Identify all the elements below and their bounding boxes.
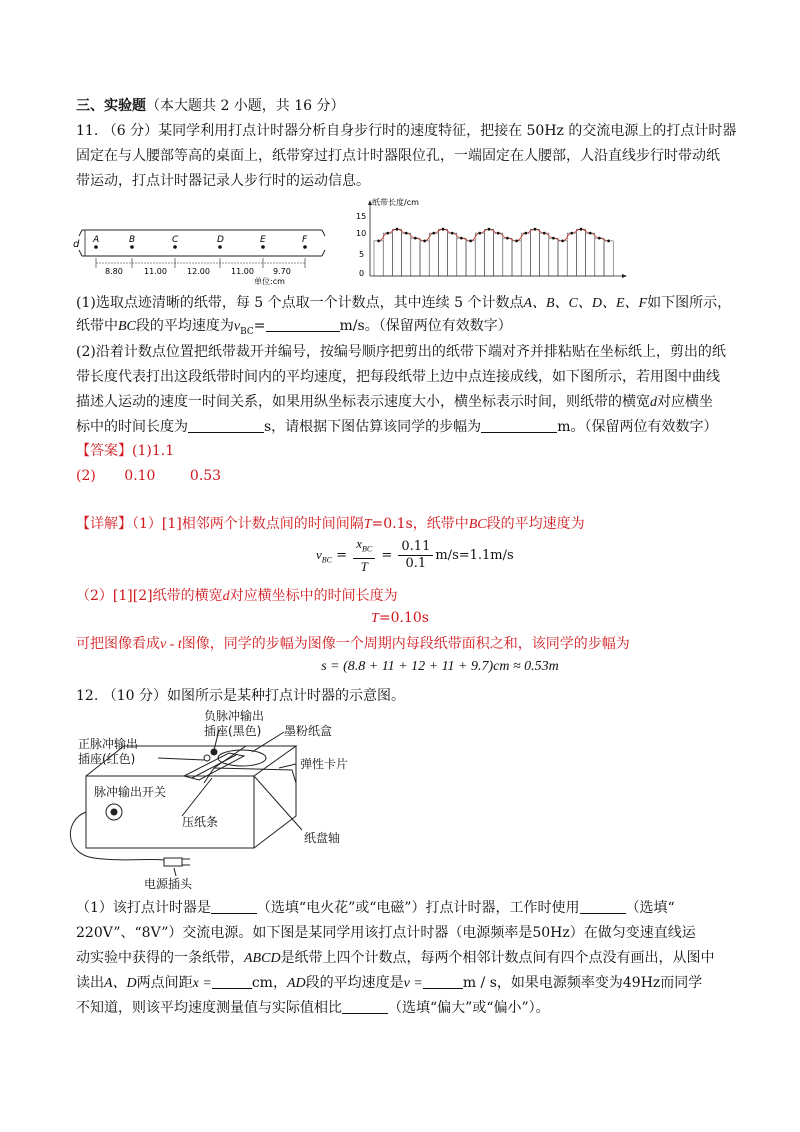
q12-p1-b: （选填“电火花”或“电磁”）打点计时器，工作时使用 <box>256 900 580 916</box>
q12-answer-blank-5[interactable] <box>342 999 388 1014</box>
q12-p4-f: 而同学 <box>660 975 703 991</box>
chart-strip-midpoint <box>580 228 583 231</box>
q12-p3-b: 是纸带上四个计数点，每两个相邻计数点间有四个点没有画出，从图中 <box>280 950 715 966</box>
chart-strip <box>540 233 549 276</box>
chart-bars <box>374 229 613 276</box>
chart-ylabel: 纸带长度/cm <box>372 198 419 207</box>
q11-part2-3a: 描述人运动的速度一时间关系，如果用纵坐标表示速度大小，横坐标表示时间，则纸带的横宽 <box>76 394 650 410</box>
timer-device-figure <box>64 708 404 894</box>
q11-part1-c: 纸带中 <box>76 318 118 334</box>
chart-strip-midpoint <box>561 240 564 243</box>
q11-detail-2a: （2）[1][2]纸带的横宽 <box>76 588 223 604</box>
q11-part2-3b: 对应横坐 <box>657 394 713 410</box>
chart-strip-midpoint <box>534 228 537 231</box>
tape-seg-3: 12.00 <box>187 267 210 276</box>
section-heading <box>76 96 345 116</box>
q12-answer-blank-2[interactable] <box>580 899 626 914</box>
chart-strip-midpoint <box>598 237 601 240</box>
tape-label-c: C <box>172 235 179 245</box>
q11-part1-points: A、B、C、D、E、F <box>523 296 648 311</box>
q11-detail-3b: 图像，同学的步幅为图像一个周期内每段纸带面积之和，该同学的步幅为 <box>181 636 630 652</box>
chart-strip <box>411 238 420 276</box>
chart-strip <box>402 233 411 276</box>
q11-intro-line-2: 固定在与人腰部等高的桌面上，纸带穿过打点计时器限位孔，一端固定在人腰部，人沿直线步行时带动纸 <box>76 148 720 164</box>
label-switch: 脉冲输出开关 <box>94 785 167 799</box>
q11-detail-line-3 <box>76 634 630 655</box>
chart-strip-midpoint <box>506 237 509 240</box>
q11-part1-e: = <box>253 318 266 334</box>
q11-part1-f: m/s。（保留两位有效数字） <box>339 318 512 334</box>
q11-part1-vsub: BC <box>240 326 254 337</box>
q12-p2-a: 220V”、“8V”）交流电源。如下图是某同学用该打点计时器（电源频率是 <box>76 925 533 941</box>
q12-p1-a: （1）该打点计时器是 <box>76 900 211 916</box>
chart-strip <box>567 233 576 276</box>
tape-unit: 单位:cm <box>254 277 285 286</box>
chart-strip <box>383 233 392 276</box>
chart-strip-midpoint <box>442 228 445 231</box>
label-paper-axis: 纸盘轴 <box>304 831 341 845</box>
formula-vbc <box>316 536 514 575</box>
label-power-plug: 电源插头 <box>144 877 193 891</box>
tape-points <box>92 235 308 249</box>
chart-ytick-10: 10 <box>356 229 367 238</box>
q11-detail-2t: T <box>371 611 379 626</box>
chart-strip-midpoint <box>552 237 555 240</box>
formula-vbc-lhs: v <box>316 546 322 562</box>
q11-detail-1bc: BC <box>468 517 487 532</box>
q12-p4-freq: 49Hz <box>622 975 661 991</box>
formula-vbc-frac2-den: 0.1 <box>405 555 427 571</box>
chart-strip-midpoint <box>377 240 380 243</box>
q11-points: （6 分） <box>102 123 159 139</box>
q11-part2-line-3 <box>76 392 713 413</box>
formula-vbc-frac1 <box>353 536 375 575</box>
q11-part2-line-4 <box>76 417 717 437</box>
tape-seg-2: 11.00 <box>144 267 167 276</box>
q11-answer-blank-1[interactable] <box>266 317 340 332</box>
chart-strip <box>420 241 429 276</box>
chart-strip <box>604 241 613 276</box>
chart-strip-midpoint <box>589 232 592 235</box>
tape-dot-b <box>130 245 134 249</box>
tape-seg-5: 9.70 <box>273 267 291 276</box>
q11-detail-line-2 <box>76 586 398 607</box>
q12-p5-b: （选填“偏大”或“偏小”）。 <box>388 1000 550 1016</box>
q12-p4-v: v = <box>403 976 423 991</box>
q11-part2-line-1: (2)沿着计数点位置把纸带裁开并编号，按编号顺序把剪出的纸带下端对齐并排粘贴在坐标纸上，剪出的纸 <box>76 344 726 360</box>
q11-intro-line-1 <box>76 121 736 141</box>
label-press-strip: 压纸条 <box>182 815 219 829</box>
tape-label-f: F <box>302 235 308 245</box>
tape-d-label: d <box>73 239 80 250</box>
q11-part2-4b: s，请根据下图估算该同学的步幅为 <box>264 419 482 435</box>
q11-answer-2-label: (2) <box>76 468 96 484</box>
tape-label-a: A <box>93 235 100 245</box>
chart-strip-midpoint <box>543 232 546 235</box>
q12-p4-c: cm， <box>251 975 287 991</box>
tape-figure <box>72 222 332 288</box>
q11-detail-2b: 对应横坐标中的时间长度为 <box>229 588 398 604</box>
chart-strip-midpoint <box>414 237 417 240</box>
q12-p4-a: 读出 <box>76 975 104 991</box>
q11-detail-label: 【详解】 <box>76 516 132 532</box>
q12-p2-b: ）在做匀变速直线运 <box>569 925 696 941</box>
chart-strip <box>466 241 475 276</box>
label-neg-socket-2: 插座(黑色) <box>204 724 262 738</box>
tape-label-b: B <box>129 235 136 245</box>
formula-vbc-eq: = <box>336 547 348 563</box>
chart-ytick-0: 0 <box>359 269 365 278</box>
q11-part1-line-1 <box>76 293 731 314</box>
chart-strip <box>484 229 493 276</box>
tape-dot-d <box>218 245 222 249</box>
q11-detail-2c: =0.10s <box>378 610 429 626</box>
q11-detail-1b: =0.1s，纸带中 <box>371 516 469 532</box>
q12-p2-freq: 50Hz <box>532 925 570 941</box>
q12-points: （10 分） <box>102 688 167 704</box>
label-ink-box: 墨粉纸盒 <box>284 724 333 738</box>
label-pos-socket: 正脉冲输出 <box>78 737 139 751</box>
chart-strip-midpoint <box>405 232 408 235</box>
q11-detail-period <box>0 610 800 627</box>
q12-answer-blank-1[interactable] <box>211 899 257 914</box>
chart-strip <box>475 233 484 276</box>
q12-line-5 <box>76 998 550 1018</box>
chart-strip <box>558 241 567 276</box>
chart-strip-midpoint <box>432 232 435 235</box>
chart-strip-midpoint <box>396 228 399 231</box>
q11-detail-3vt: v - t <box>160 637 182 652</box>
q12-answer-blank-4[interactable] <box>423 974 463 989</box>
chart-strip <box>512 241 521 276</box>
q11-answer-2b: 0.53 <box>189 468 222 484</box>
q12-answer-blank-3[interactable] <box>212 974 252 989</box>
chart-strip <box>595 238 604 276</box>
chart-strip <box>374 241 383 276</box>
formula-vbc-frac2-num: 0.11 <box>398 539 433 556</box>
chart-strip <box>448 233 457 276</box>
chart-strip <box>438 229 447 276</box>
q11-part1-d: 段的平均速度为 <box>135 318 234 334</box>
chart-ytick-15: 15 <box>356 212 367 221</box>
q12-p4-e: m / s，如果电源频率变为 <box>462 975 623 991</box>
chart-strip-midpoint <box>386 232 389 235</box>
tape-seg-4: 11.00 <box>231 267 254 276</box>
formula-vbc-frac1-num-sub: BC <box>361 544 373 554</box>
tape-label-d: D <box>217 235 224 245</box>
chart-strip-midpoint <box>497 232 500 235</box>
tape-dot-e <box>261 245 265 249</box>
q11-answer-1: (1)1.1 <box>132 443 175 459</box>
chart-strip <box>521 233 530 276</box>
chart-strip-midpoint <box>423 240 426 243</box>
formula-stride <box>40 658 800 675</box>
chart-strip <box>586 233 595 276</box>
q11-detail-1a: （1）[1]相邻两个计数点间的时间间隔 <box>132 516 364 532</box>
formula-vbc-tail: m/s=1.1m/s <box>435 547 514 563</box>
formula-vbc-frac2 <box>398 539 433 572</box>
chart-strip-midpoint <box>460 237 463 240</box>
formula-vbc-lhs-sub: BC <box>321 555 333 565</box>
chart-strip-midpoint <box>488 228 491 231</box>
q12-line-2 <box>76 923 696 943</box>
tape-dot-f <box>303 245 307 249</box>
tape-dot-a <box>94 245 98 249</box>
q12-number: 12. <box>76 688 99 704</box>
q12-line-1 <box>76 898 675 918</box>
q12-line-4 <box>76 973 702 994</box>
section-note: （本大题共 2 小题，共 16 分） <box>146 98 345 114</box>
q11-part2-3d: d <box>650 395 657 410</box>
chart-strip <box>457 238 466 276</box>
label-pos-socket-2: 插座(红色) <box>78 752 136 766</box>
label-neg-socket: 负脉冲输出 <box>204 709 265 723</box>
q11-part2-4c: m。（保留两位有效数字） <box>557 419 718 435</box>
q12-p4-d: 段的平均速度是 <box>305 975 404 991</box>
chart-strip-midpoint <box>570 232 573 235</box>
q11-intro-line-3: 带运动，打点计时器记录人步行时的运动信息。 <box>76 173 370 189</box>
q12-intro-line <box>76 686 405 706</box>
q12-line-3 <box>76 948 715 969</box>
chart-strip <box>494 233 503 276</box>
q11-part1-line-2 <box>76 316 512 342</box>
chart-strip <box>392 229 401 276</box>
q12-p1-c: （选填“ <box>625 900 675 916</box>
tape-seg-1: 8.80 <box>105 267 123 276</box>
q11-part1-a: (1)选取点迹清晰的纸带，每 5 个点取一个计数点，其中连续 5 个计数点 <box>76 295 524 311</box>
q12-p3-abcd: ABCD <box>244 951 281 966</box>
q12-intro: 如图所示是某种打点计时器的示意图。 <box>166 688 405 704</box>
tape-dot-c <box>173 245 177 249</box>
q11-part2-line-2: 带长度代表打出这段纸带时间内的平均速度，把每段纸带上边中点连接成线，如下图所示，若用图中曲线 <box>76 369 720 385</box>
q11-answer-blank-2[interactable] <box>188 418 264 433</box>
q11-part1-v: v <box>233 319 241 334</box>
tape-label-e: E <box>260 235 266 245</box>
chart-strip-midpoint <box>478 232 481 235</box>
q11-answer-2a: 0.10 <box>124 468 156 484</box>
chart-strip-midpoint <box>524 232 527 235</box>
q11-intro-1: 某同学利用打点计时器分析自身步行时的速度特征，把接在 50Hz 的交流电源上的打点计时器 <box>158 123 737 139</box>
q12-p3-a: 动实验中获得的一条纸带， <box>76 950 244 966</box>
formula-vbc-frac1-num: x <box>356 536 362 551</box>
q11-detail-3a: 可把图像看成 <box>76 636 160 652</box>
q12-p4-ad: A、D <box>104 976 137 991</box>
q11-part2-4a: 标中的时间长度为 <box>76 419 188 435</box>
formula-vbc-eq2: = <box>381 547 393 563</box>
q11-detail-line-1 <box>76 514 585 535</box>
q11-part1-b: 如下图所示， <box>647 295 732 311</box>
formula-stride-text: s = (8.8 + 11 + 12 + 11 + 9.7)cm ≈ 0.53m <box>321 659 559 674</box>
q11-detail-1t: T <box>363 517 372 532</box>
q11-answer-line-2 <box>76 466 221 486</box>
chart-strip <box>429 233 438 276</box>
chart-strip-midpoint <box>515 240 518 243</box>
q11-part1-bc: BC <box>118 319 136 334</box>
chart-ytick-5: 5 <box>359 250 365 259</box>
section-title: 三、实验题 <box>76 98 146 114</box>
formula-vbc-frac1-den: T <box>360 558 368 574</box>
chart-strip-midpoint <box>469 240 472 243</box>
q11-detail-1c: 段的平均速度为 <box>486 516 585 532</box>
chart-strip-midpoint <box>607 240 610 243</box>
chart-strip <box>549 238 558 276</box>
chart-strip <box>576 229 585 276</box>
q11-answer-label: 【答案】 <box>76 443 132 459</box>
q11-detail-2d: d <box>222 589 230 604</box>
chart-strip-midpoint <box>451 232 454 235</box>
label-spring-card: 弹性卡片 <box>300 757 349 771</box>
q12-p4-x: x = <box>192 976 212 991</box>
q11-answer-blank-3[interactable] <box>481 418 557 433</box>
q12-p4-b: 两点间距 <box>136 975 193 991</box>
q11-number: 11. <box>76 123 99 139</box>
q12-p5-a: 不知道，则该平均速度测量值与实际值相比 <box>76 1000 342 1016</box>
q12-p4-ad2: AD <box>286 976 306 991</box>
chart-strip <box>503 238 512 276</box>
chart-strip <box>530 229 539 276</box>
q11-answer-line-1 <box>76 441 174 461</box>
tape-strip-chart <box>352 196 632 288</box>
